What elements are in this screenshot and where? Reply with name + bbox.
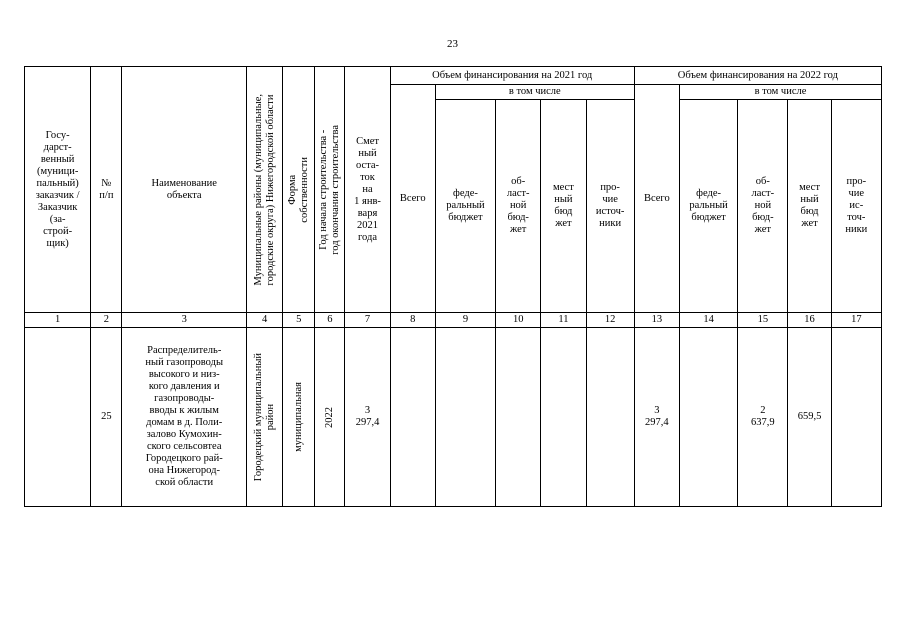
- column-number: 10: [496, 313, 541, 328]
- page-number: 23: [447, 38, 458, 50]
- cell-years: [315, 328, 345, 507]
- header-local-2022: мест ный бюд жет: [788, 100, 831, 313]
- column-number: 9: [435, 313, 495, 328]
- column-number: 12: [586, 313, 634, 328]
- cell-total-2022: 3 297,4: [634, 328, 679, 507]
- header-ownership: [283, 67, 315, 313]
- column-number: 17: [831, 313, 881, 328]
- header-customer: Госу- дарст- венный (муници- пальный) заказчик / Заказчик (за- строй- щик): [25, 67, 91, 313]
- cell-local-2022: 659,5: [788, 328, 831, 507]
- header-federal-2021: феде- ральный бюджет: [435, 100, 495, 313]
- column-number: 2: [91, 313, 122, 328]
- header-years-line2: год окончания строительства: [329, 124, 341, 255]
- cell-municipal-line1: Городецкий муниципальный: [252, 352, 264, 482]
- header-ownership-line2: собственности: [298, 156, 310, 223]
- header-regional-2021: об- ласт- ной бюд- жет: [496, 100, 541, 313]
- column-number: 3: [122, 313, 247, 328]
- cell-ownership: [283, 328, 315, 507]
- column-number: 13: [634, 313, 679, 328]
- header-funding-2022: Объем финансирования на 2022 год: [634, 67, 881, 85]
- header-object-name: Наименование объекта: [122, 67, 247, 313]
- cell-other-2022: [831, 328, 881, 507]
- cell-local-2021: [541, 328, 586, 507]
- header-total-2021: Всего: [390, 85, 435, 313]
- header-other-2022: про- чие ис- точ- ники: [831, 100, 881, 313]
- column-number: 7: [345, 313, 390, 328]
- cell-municipal-district: [247, 328, 283, 507]
- cell-regional-2021: [496, 328, 541, 507]
- column-number: 11: [541, 313, 586, 328]
- header-funding-2021: Объем финансирования на 2021 год: [390, 67, 634, 85]
- column-number-row: [25, 313, 882, 328]
- cell-regional-2022: 2 637,9: [738, 328, 788, 507]
- cell-object-name: Распределитель- ный газопроводы высокого и низ- кого давления и газопроводы- вводы к жилым домам в д. Поли- залово Кумохин- ского сельсовтеа Городецкого рай- она Нижегород- ской области: [122, 328, 247, 507]
- cell-federal-2022: [679, 328, 737, 507]
- column-number: 15: [738, 313, 788, 328]
- cell-other-2021: [586, 328, 634, 507]
- cell-estimated-balance: 3 297,4: [345, 328, 390, 507]
- header-other-2021: про- чие источ- ники: [586, 100, 634, 313]
- header-including-2022: в том числе: [679, 85, 881, 100]
- table-row: [25, 328, 882, 507]
- cell-ownership-text: муниципальная: [292, 382, 304, 452]
- header-municipal-line2: городские округа) Нижегородской области: [264, 94, 276, 285]
- column-number: 1: [25, 313, 91, 328]
- cell-row-no: 25: [91, 328, 122, 507]
- header-including-2021: в том числе: [435, 85, 634, 100]
- column-number: 4: [247, 313, 283, 328]
- header-ownership-line1: Форма: [286, 174, 298, 205]
- header-row-no: № п/п: [91, 67, 122, 313]
- header-years-line1: Год начала строительства -: [317, 129, 329, 250]
- column-number: 14: [679, 313, 737, 328]
- cell-years-text: 2022: [323, 406, 335, 428]
- header-row-1: [25, 67, 882, 85]
- header-municipal-districts: [247, 67, 283, 313]
- header-estimated-balance: Смет ный оста- ток на 1 янв- варя 2021 года: [345, 67, 390, 313]
- header-federal-2022: феде- ральный бюджет: [679, 100, 737, 313]
- cell-federal-2021: [435, 328, 495, 507]
- header-years: [315, 67, 345, 313]
- header-regional-2022: об- ласт- ной бюд- жет: [738, 100, 788, 313]
- cell-municipal-line2: район: [264, 403, 276, 431]
- cell-customer: [25, 328, 91, 507]
- header-local-2021: мест ный бюд жет: [541, 100, 586, 313]
- financing-table: [24, 66, 882, 507]
- column-number: 8: [390, 313, 435, 328]
- cell-total-2021: [390, 328, 435, 507]
- header-total-2022: Всего: [634, 85, 679, 313]
- column-number: 6: [315, 313, 345, 328]
- column-number: 16: [788, 313, 831, 328]
- column-number: 5: [283, 313, 315, 328]
- header-municipal-line1: Муниципальные районы (муниципальные,: [252, 93, 264, 286]
